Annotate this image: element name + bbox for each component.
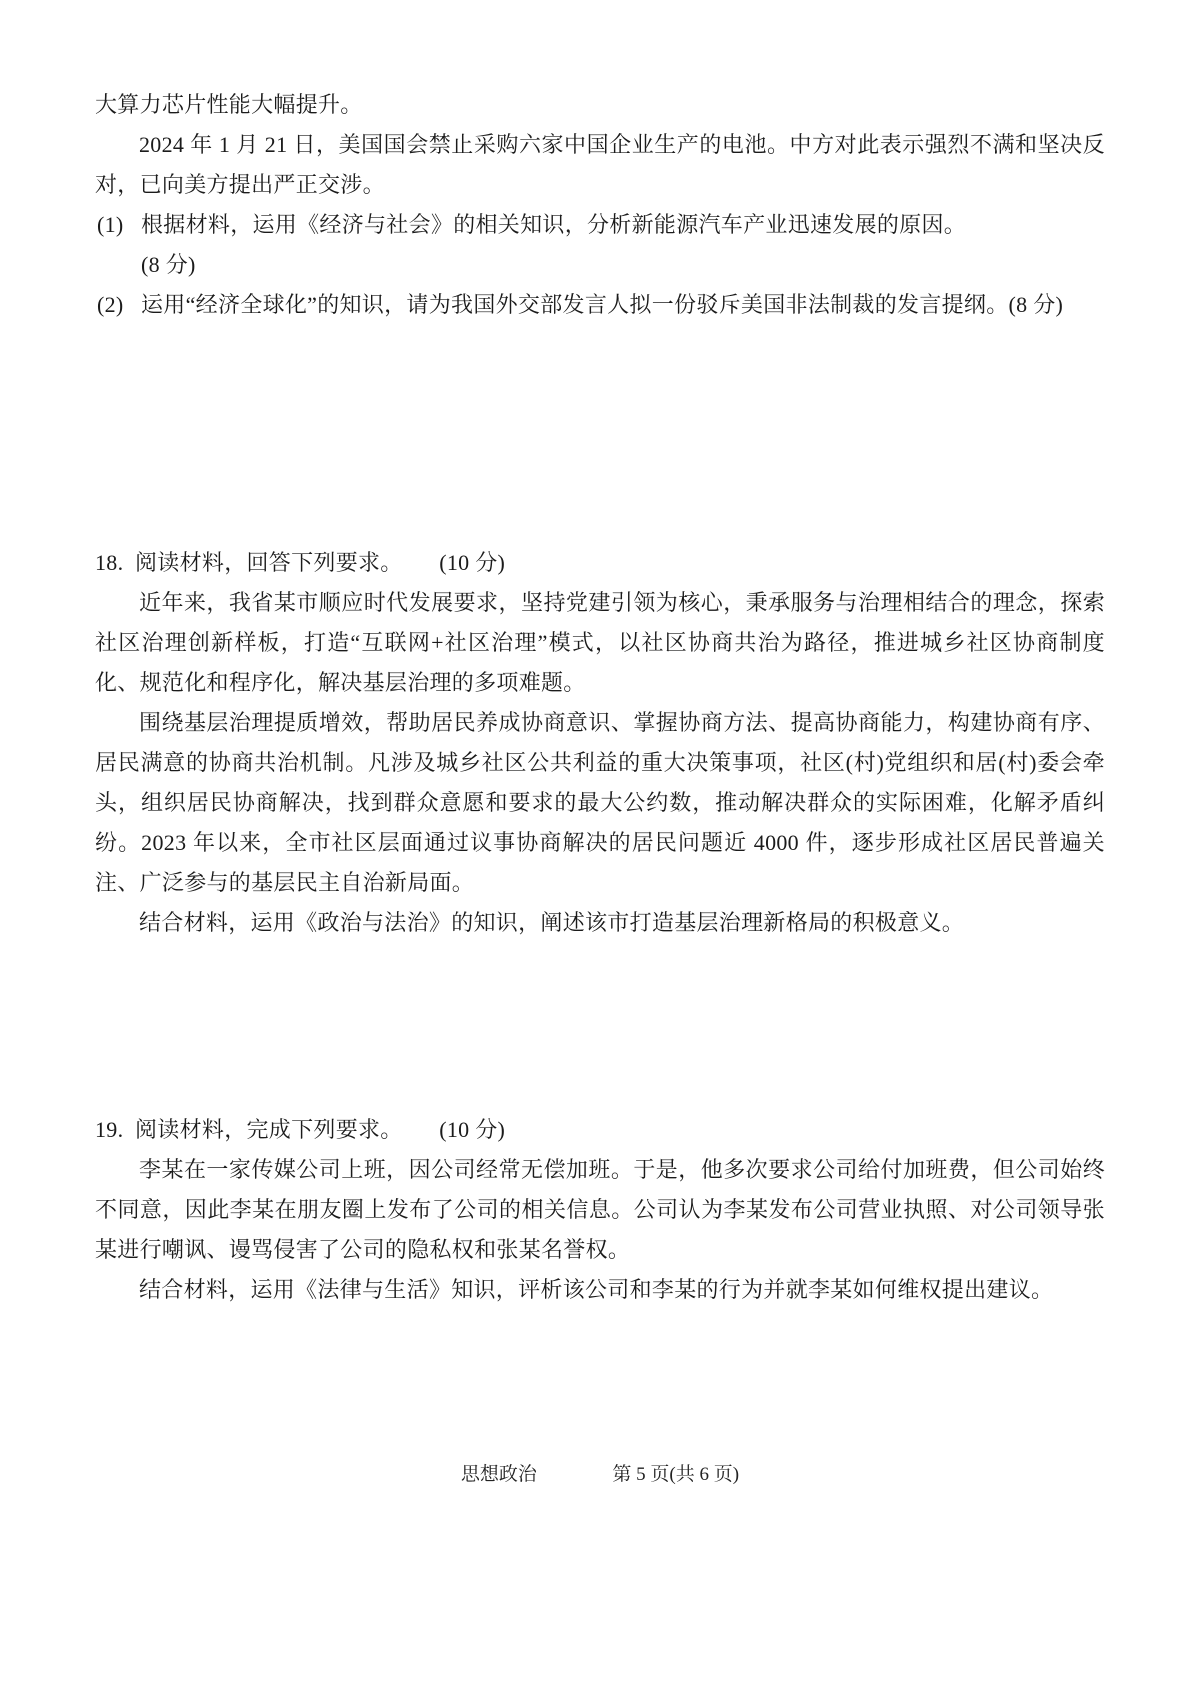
q18-number: 18.	[95, 550, 124, 575]
footer-page-number: 第 5 页(共 6 页)	[612, 1464, 740, 1485]
q19-task: 结合材料，运用《法律与生活》知识，评析该公司和李某的行为并就李某如何维权提出建议。	[139, 1277, 1054, 1302]
q19-title: 阅读材料，完成下列要求。	[135, 1117, 403, 1142]
q17-part2-text: 运用“经济全球化”的知识，请为我国外交部发言人拟一份驳斥美国非法制裁的发言提纲。(8 分)	[141, 292, 1064, 317]
q17-answer-space	[95, 325, 1105, 543]
q18-paragraph-2: 围绕基层治理提质增效，帮助居民养成协商意识、掌握协商方法、提高协商能力，构建协商有序、居民满意的协商共治机制。凡涉及城乡社区公共利益的重大决策事项，社区(村)党组织和居(村)委会牵头，组织居民协商解决，找到群众意愿和要求的最大公约数，推动解决群众的实际困难，化解矛盾纠纷。2023 年以来，全市社区层面通过议事协商解决的居民问题近 4000 件，逐步形成社区居民普遍关注、广泛参与的基层民主自治新局面。	[95, 710, 1105, 895]
q17-part1-marker: (1)	[97, 212, 124, 237]
footer-subject: 思想政治	[460, 1464, 537, 1485]
q19-number: 19.	[95, 1117, 124, 1142]
q17-material-continuation-line: 大算力芯片性能大幅提升。	[95, 92, 363, 117]
q17-part2-marker: (2)	[97, 292, 124, 317]
q18-header	[95, 543, 1105, 583]
q18-score: (10 分)	[439, 550, 506, 575]
page-content	[95, 85, 1105, 1310]
q18-task: 结合材料，运用《政治与法治》的知识，阐述该市打造基层治理新格局的积极意义。	[139, 910, 965, 935]
q17-part1	[95, 205, 1105, 245]
q17-part2	[95, 285, 1105, 325]
q17-part1-text: 根据材料，运用《经济与社会》的相关知识，分析新能源汽车产业迅速发展的原因。	[141, 212, 967, 237]
q19-paragraph-1: 李某在一家传媒公司上班，因公司经常无偿加班。于是，他多次要求公司给付加班费，但公司始终不同意，因此李某在朋友圈上发布了公司的相关信息。公司认为李某发布公司营业执照、对公司领导张某进行嘲讽、谩骂侵害了公司的隐私权和张某名誉权。	[95, 1157, 1105, 1262]
q18-title: 阅读材料，回答下列要求。	[135, 550, 403, 575]
page-footer	[0, 1460, 1200, 1490]
q18-paragraph-1: 近年来，我省某市顺应时代发展要求，坚持党建引领为核心，秉承服务与治理相结合的理念，探索社区治理创新样板，打造“互联网+社区治理”模式，以社区协商共治为路径，推进城乡社区协商制度化、规范化和程序化，解决基层治理的多项难题。	[95, 590, 1105, 695]
q18-answer-space	[95, 943, 1105, 1110]
q19-score: (10 分)	[439, 1117, 506, 1142]
q17-material-paragraph: 2024 年 1 月 21 日，美国国会禁止采购六家中国企业生产的电池。中方对此表示强烈不满和坚决反对，已向美方提出严正交涉。	[95, 132, 1105, 197]
q19-header	[95, 1110, 1105, 1150]
q17-part1-score: (8 分)	[141, 252, 196, 277]
